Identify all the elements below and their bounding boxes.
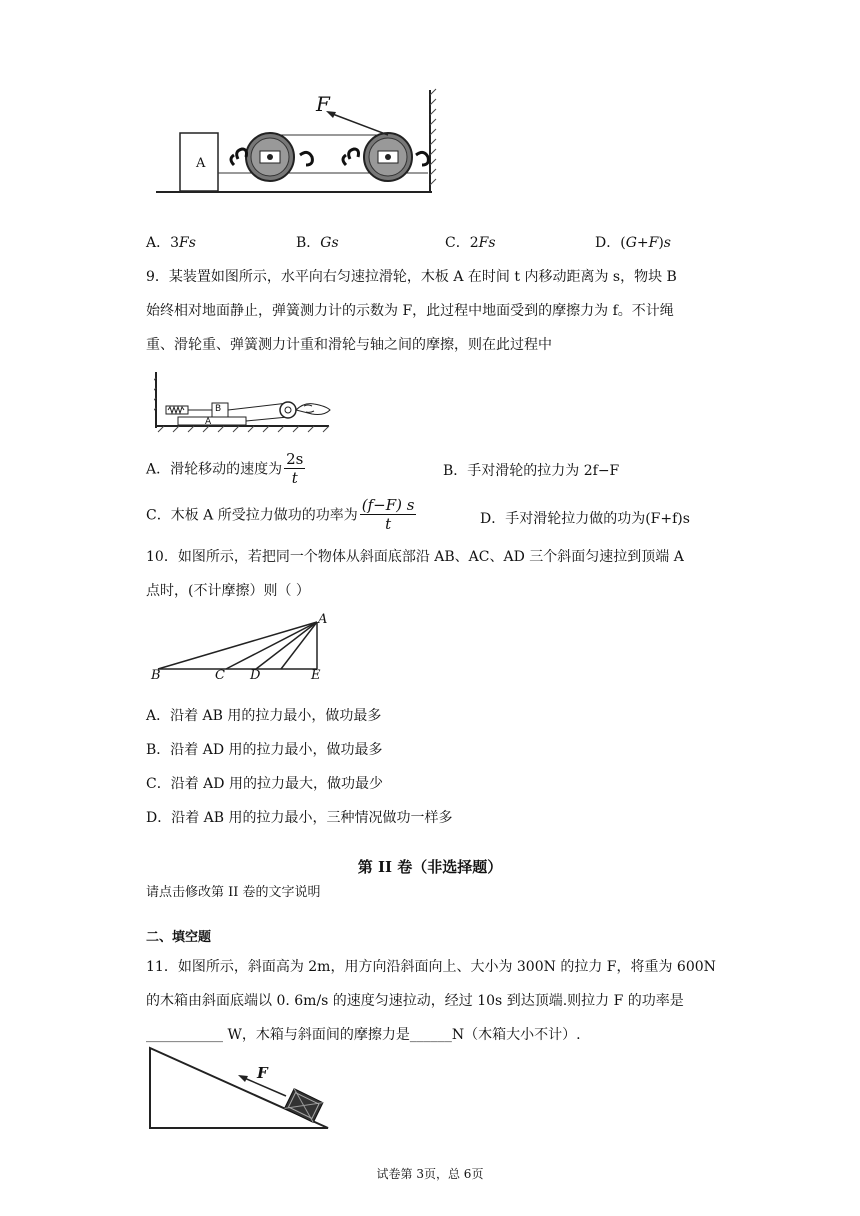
q8-pulley-figure [150, 85, 440, 203]
q11-text-line-2: 的木箱由斜面底端以 0. 6m/s 的速度匀速拉动，经过 10s 到达顶端.则拉力 F 的功率是 [146, 993, 684, 1009]
q9-option-d[interactable]: D．手对滑轮拉力做的功为(F+f)s [480, 511, 690, 527]
q8-option-b[interactable]: B．Gs [296, 235, 339, 251]
page-footer: 试卷第 3页，总 6页 [376, 1167, 484, 1181]
q10-option-d[interactable]: D．沿着 AB 用的拉力最小，三种情况做功一样多 [146, 810, 453, 826]
q9-text-line-3: 重、滑轮重、弹簧测力计重和滑轮与轴之间的摩擦，则在此过程中 [146, 337, 552, 353]
q11-text-line-3: ___________ W，木箱与斜面间的摩擦力是______N（木箱大小不计）. [146, 1027, 581, 1043]
q9-text-line-2: 始终相对地面静止，弹簧测力计的示数为 F，此过程中地面受到的摩擦力为 f。不计绳 [146, 303, 674, 319]
q10-text-line-2: 点时，(不计摩擦）则（ ） [146, 583, 310, 599]
q10-option-a[interactable]: A．沿着 AB 用的拉力最小，做功最多 [146, 708, 382, 724]
q9-board-a-label: A [205, 417, 212, 427]
q8-option-d[interactable]: D．(G+F)s [595, 235, 671, 251]
q10-point-d: D [250, 668, 261, 683]
q10-text-line-1: 10．如图所示，若把同一个物体从斜面底部沿 AB、AC、AD 三个斜面匀速拉到顶端 A [146, 549, 684, 565]
q9-option-a[interactable]: A．滑轮移动的速度为 $\frac{2s}{t}$ [146, 450, 304, 487]
q9-apparatus-figure [154, 370, 334, 434]
q10-point-b: B [151, 668, 161, 683]
q10-option-b[interactable]: B．沿着 AD 用的拉力最小，做功最多 [146, 742, 383, 758]
q9-option-b[interactable]: B．手对滑轮的拉力为 2f−F [443, 463, 620, 479]
q10-point-a: A [318, 612, 328, 627]
q9-block-b-label: B [215, 404, 222, 414]
q11-force-label: F [257, 1064, 268, 1082]
section-2-note[interactable]: 请点击修改第 II 卷的文字说明 [146, 885, 321, 900]
q11-incline-figure [146, 1044, 336, 1134]
q8-option-c[interactable]: C．2Fs [445, 235, 496, 251]
section-2-heading: 二、填空题 [146, 930, 212, 945]
q9-option-c[interactable]: C．木板 A 所受拉力做功的功率为 $\frac{(f-F) s}{t}$ [146, 496, 415, 533]
q8-option-a[interactable]: A．3Fs [146, 235, 196, 251]
q10-point-e: E [311, 668, 321, 683]
q8-block-label: A [196, 156, 206, 171]
q10-point-c: C [215, 668, 225, 683]
section-2-title: 第 II 卷（非选择题） [357, 858, 503, 876]
q10-option-c[interactable]: C．沿着 AD 用的拉力最大，做功最少 [146, 776, 383, 792]
q9-text-line-1: 9．某装置如图所示，水平向右匀速拉滑轮，木板 A 在时间 t 内移动距离为 s，物块 B [146, 269, 677, 285]
q8-force-label: F [316, 92, 330, 116]
q11-text-line-1: 11．如图所示，斜面高为 2m，用方向沿斜面向上、大小为 300N 的拉力 F，将重为 600N [146, 959, 716, 975]
